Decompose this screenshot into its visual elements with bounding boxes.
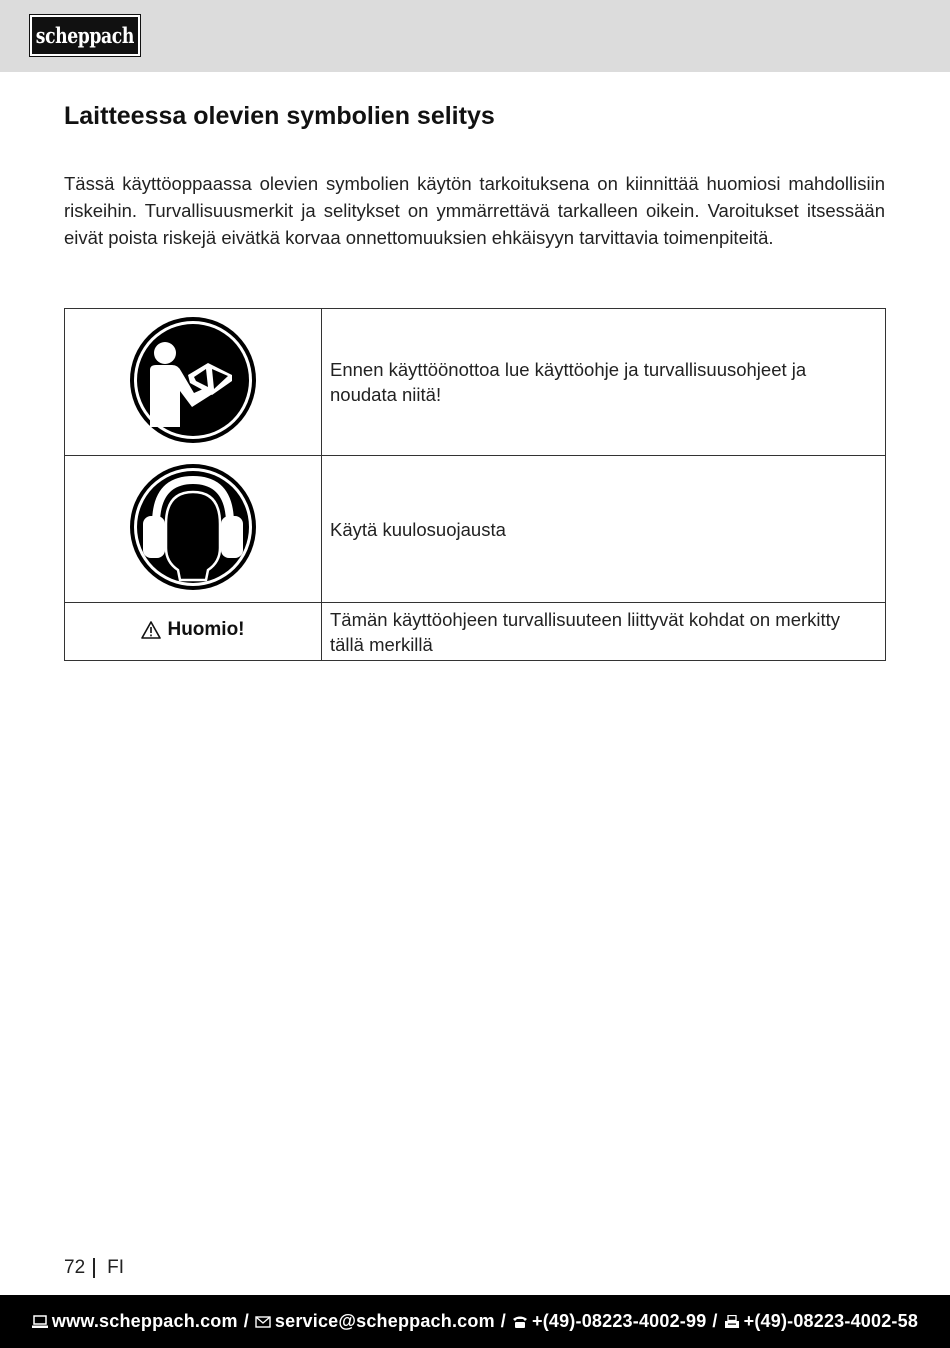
symbol-description: Ennen käyttöönottoa lue käyttöohje ja turvallisuusohjeet ja noudata niitä! <box>322 309 886 456</box>
logo-text: scheppach <box>35 23 135 48</box>
separator: / <box>243 1311 249 1331</box>
page-number: 72 <box>64 1257 86 1278</box>
separator: / <box>712 1311 718 1331</box>
website-link[interactable]: www.scheppach.com <box>51 1311 238 1331</box>
table-row <box>65 309 886 456</box>
phone-icon <box>512 1315 528 1329</box>
email-icon <box>255 1315 271 1329</box>
symbol-cell <box>65 309 322 456</box>
warning-label <box>141 619 244 641</box>
symbol-cell <box>65 456 322 603</box>
email-link[interactable]: service@scheppach.com <box>274 1311 495 1331</box>
symbol-description: Käytä kuulosuojausta <box>322 456 886 603</box>
symbol-cell <box>65 603 322 661</box>
phone-number[interactable]: +(49)-08223-4002-99 <box>531 1311 707 1331</box>
warning-triangle-icon <box>141 621 161 639</box>
separator: / <box>500 1311 506 1331</box>
contact-bar <box>0 1295 950 1348</box>
page-number-divider <box>93 1258 95 1278</box>
scheppach-logo <box>30 15 140 56</box>
table-row <box>65 456 886 603</box>
symbol-table <box>64 308 886 661</box>
computer-icon <box>32 1315 48 1329</box>
fax-icon <box>724 1315 740 1329</box>
intro-paragraph: Tässä käyttöoppaassa olevien symbolien käytön tarkoituksena on kiinnittää huomiosi mahdollisiin riskeihin. Turvallisuusmerkit ja selitykset on ymmärrettävä tarkalleen oikein. Varoitukset itsessään eivät poista riskejä eivätkä korvaa onnettomuuksien ehkäisyyn tarvittavia toimenpiteitä. <box>64 173 885 248</box>
header-band <box>0 0 950 72</box>
table-row <box>65 603 886 661</box>
symbol-description: Tämän käyttöohjeen turvallisuuteen liittyvät kohdat on merkitty tällä merkillä <box>322 603 886 661</box>
ear-protection-icon <box>128 462 258 592</box>
page-title: Laitteessa olevien symbolien selitys <box>64 102 495 130</box>
fax-number: +(49)-08223-4002-58 <box>743 1311 919 1331</box>
language-code: FI <box>107 1257 125 1278</box>
page-number-block <box>64 1257 124 1279</box>
read-manual-icon <box>128 315 258 445</box>
warning-label-text: Huomio! <box>167 619 245 640</box>
